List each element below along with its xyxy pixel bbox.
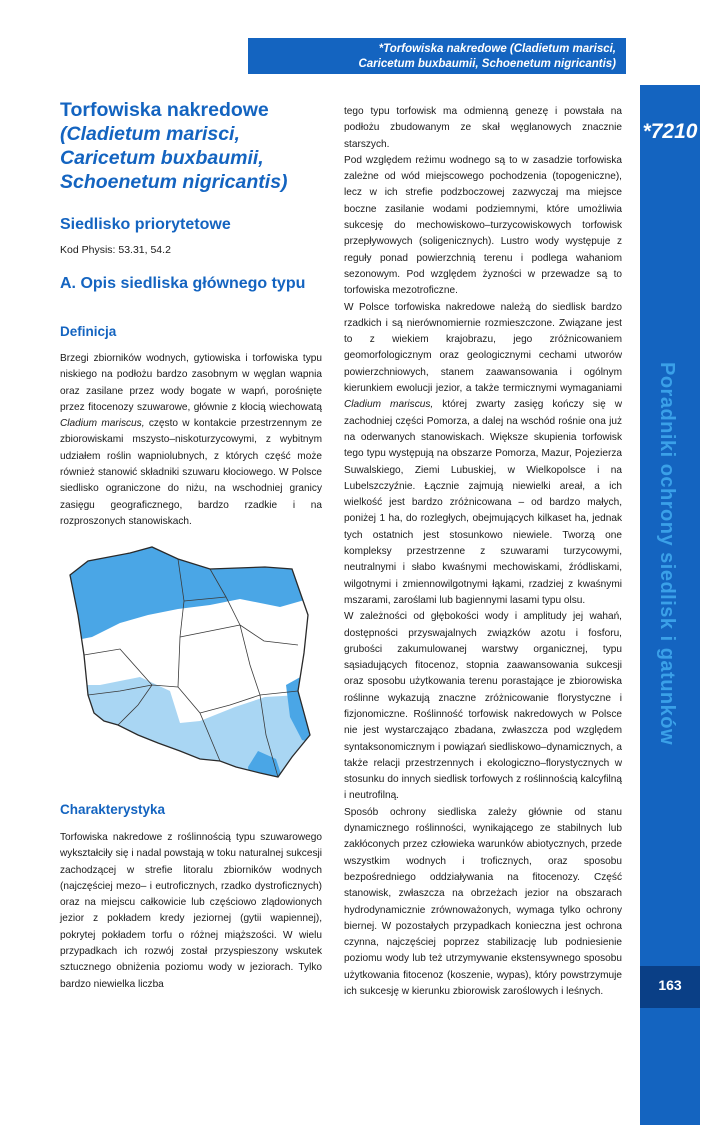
page-title [60, 98, 322, 194]
priority-heading: Siedlisko priorytetowe [60, 216, 231, 233]
right-paragraph-1: tego typu torfowisk ma odmienną genezę i powstała na podłożu zbudowanym ze skał węglanowych znacznie starszych. [344, 106, 622, 150]
title-latin-2: Caricetum buxbaumii, [60, 147, 264, 169]
definition-text-a: Brzegi zbiorników wodnych, gytiowiska i torfowiska typu niskiego na podłożu bardzo zasobnym w węglan wapnia oraz zasilane przez wody bogate w wapń, porośnięte przez fitocenozy szuwarowe, głównie z kłocią wiechowatą [60, 353, 322, 413]
definition-heading: Definicja [60, 324, 117, 339]
right-column [344, 104, 622, 1000]
series-title: Poradniki ochrony siedlisk i gatunków [656, 362, 678, 746]
habitat-code: *7210 [642, 120, 698, 143]
characteristics-heading: Charakterystyka [60, 802, 166, 817]
right-paragraph-5: Sposób ochrony siedliska zależy głównie od stanu dynamicznego roślinności, wynikającego ze stabilnych lub zakłóconych przez człowieka warunków abiotycznych, przede wszystkim wodnych i troficznych, oraz sposobu bezpośredniego oddziaływania na fitocenozy. Część stanowisk, zwłaszcza na obrzeżach jezior na obszarach hydrodynamicznie zrównoważonych, wymaga tylko ochrony biernej. W pozostałych przypadkach konieczna jest ochrona czynna, najczęściej poprzez stabilizację lub podniesienie poziomu wody lub też utrzymywanie ekstensywnego sposobu użytkowania fitocenoz (koszenie, wypas), który powstrzymuje ich sukcesję w kierunku zbiorowisk zaroślowych i leśnych. [344, 806, 622, 998]
characteristics-text: Torfowiska nakredowe z roślinnością typu szuwarowego wykształciły się i nadal powstają w toku naturalnej sukcesji zachodzącej w strefie litoralu zbiorników wodnych (najczęściej mezo– i eutroficznych, rzadko dystroficznych) oraz na miejscu całkowicie lub częściowo zlądowionych jezior z pokładem kredy jeziornej (gytii wapiennej), pokrytej pokładem torfu o różnej miąższości. W wielu przypadkach ich rozwój został przyspieszony wskutek sztucznego obniżenia poziomu wody w jeziorach. Tylko bardzo niewielka liczba [60, 832, 322, 990]
characteristics-body [60, 830, 322, 993]
title-latin-3: Schoenetum nigricantis) [60, 171, 288, 193]
definition-latin: Cladium mariscus, [60, 418, 145, 430]
right-paragraph-3 [344, 300, 622, 610]
right-paragraph-3-latin: Cladium mariscus, [344, 399, 434, 411]
right-paragraph-3a: W Polsce torfowiska nakredowe należą do siedlisk bardzo rzadkich i są nierównomiernie rozmieszczone. Związane jest to z wiekiem krajobrazu, jego zróżnicowaniem geomorfologicznym oraz geologicznymi cechami utworów powierzchniowych, stanem zaawansowania i ogólnym kierunkiem ewolucji jezior, a także termicznymi wymaganiami [344, 301, 622, 395]
definition-text [60, 351, 322, 530]
page-number: 163 [640, 966, 700, 1008]
right-paragraph-4: W zależności od głębokości wody i amplitudy jej wahań, dostępności przyswajalnych związków azotu i fosforu, grubości zakumulowanej warstwy organicznej, typu sąsiadujących fitocenoz, stopnia zaawansowania sukcesji oraz sposobu użytkowania terenu porastające je zbiorowiska roślinne wykazują znaczne zróżnicowanie florystyczne i fizjonomiczne. Roślinność torfowisk nakredowych w Polsce nie jest wystarczająco zbadana, zwłaszcza pod względem syntaksonomicznym i powiązań siedliskowo–dynamicznych, a także relacji przestrzennych i ekologiczno–florystycznych w stosunku do innych siedlisk torfowych z roślinnością kalcyfilną i neutrofilną. [344, 611, 622, 802]
right-paragraph-2: Pod względem reżimu wodnego są to w zasadzie torfowiska zależne od wód miejscowego pochodzenia (topogeniczne), lecz w ich strefie podzboczowej zazwyczaj ma miejsce boczne zasilanie wodami podziemnymi, które umożliwia sukcesję do mechowiskowo–turzycowiskowych torfowisk przepływowych (soligenicznych). Lustro wody występuje z reguły ponad powierzchnią terenu i podlega wahaniom sezonowym. Pod względem żyzności w przewadze są to torfowiska mezotroficzne. [344, 154, 622, 297]
right-paragraph-3b: której zwarty zasięg kończy się w zachodniej części Pomorza, a dalej na wschód rośnie ona już na oderwanych stanowiskach. Większe skupienia torfowisk tego typu występują na obszarze Pomorza, Mazur, Pojezierza Suwalskiego, Ziemi Lubuskiej, w Wielkopolsce i na Lubelszczyźnie. Łącznie zajmują niewielki areał, a ich wielkość jest bardzo zróżnicowana – od bardzo małych, poniżej 1 ha, do rozległych, obejmujących kilkaset ha, jednak tych ostatnich jest stosunkowo niewiele. Tworzą one kompleksy przestrzenne z szuwarami turzycowymi, neutralnymi i słabo kwaśnymi mechowiskami, źródliskami, wilgotnymi i zmiennowilgotnymi łąkami, rzadziej z kwaśnymi mszarami, zaroślami lub bagiennymi lasami typu olsu. [344, 399, 622, 606]
title-latin-1: (Cladietum marisci, [60, 123, 240, 145]
running-header [248, 38, 626, 74]
title-main: Torfowiska nakredowe [60, 99, 269, 121]
running-header-line2: Caricetum buxbaumii, Schoenetum nigricantis) [358, 58, 616, 70]
section-a-heading: A. Opis siedliska głównego typu [60, 275, 306, 292]
left-column [60, 98, 322, 530]
definition-text-b: często w kontakcie przestrzennym ze zbiorowiskami mszysto–niskoturzycowymi, z wybitnym udziałem roślin wapniolubnych, z których część może również stanowić składniki szuwaru kłociowego. W Polsce siedlisko ograniczone do niżu, na wschodniej granicy zasięgu geograficznego, bardzo rzadkie i na rozproszonych stanowiskach. [60, 418, 322, 527]
distribution-map [60, 545, 322, 783]
running-header-line1: *Torfowiska nakredowe (Cladietum marisci, [378, 43, 616, 55]
physis-code: Kod Physis: 53.31, 54.2 [60, 244, 171, 256]
